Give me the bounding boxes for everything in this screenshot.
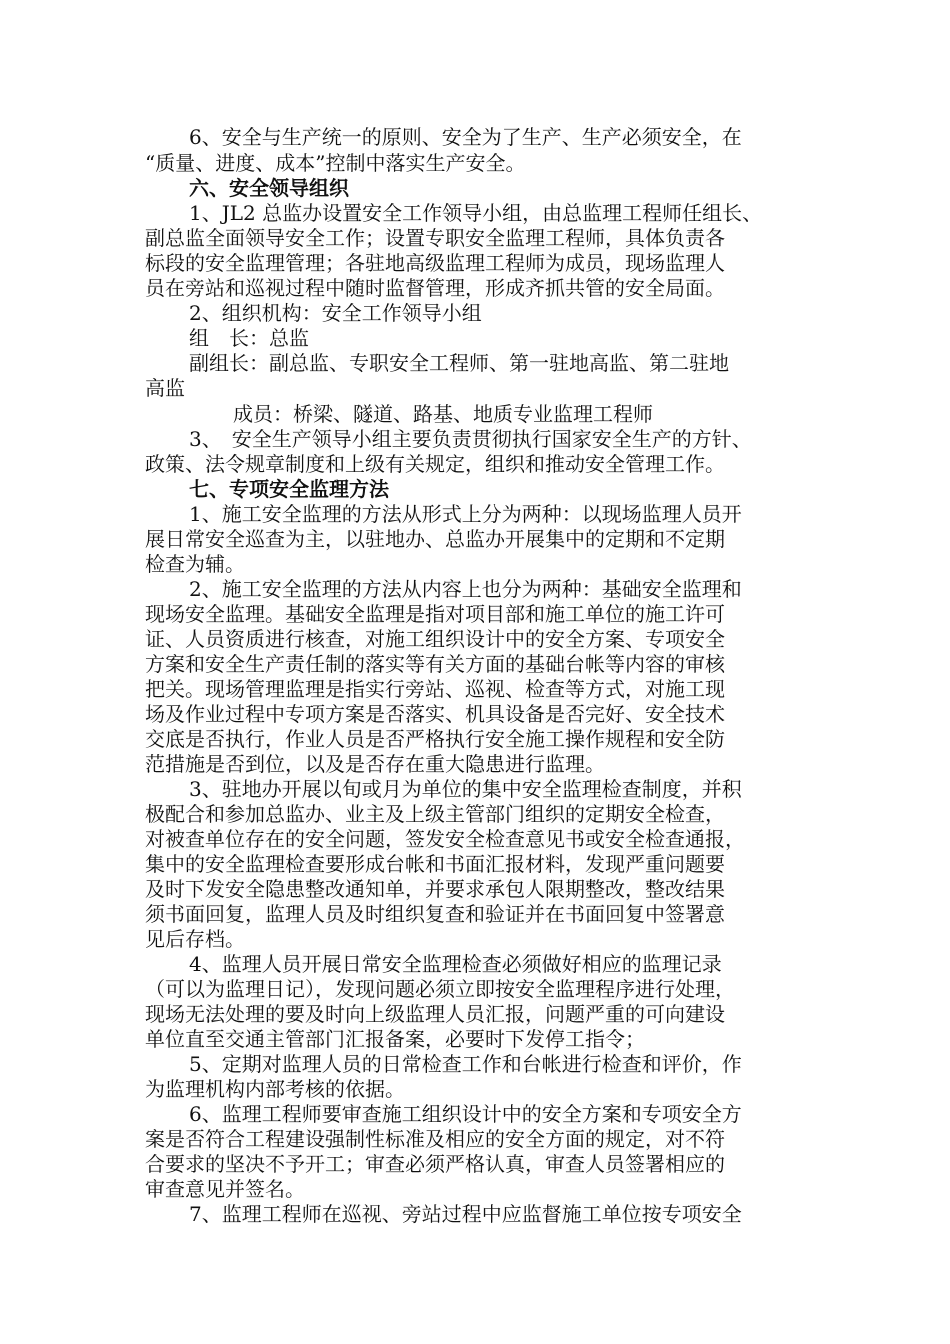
body-line: 范措施是否到位，以及是否存在重大隐患进行监理。 [145, 752, 605, 776]
section-heading: 六、安全领导组织 [189, 176, 349, 200]
body-line: 1、施工安全监理的方法从形式上分为两种：以现场监理人员开 [189, 502, 742, 526]
body-line: 方案和安全生产责任制的落实等有关方面的基础台帐等内容的审核 [145, 652, 725, 676]
body-line: “质量、进度、成本”控制中落实生产安全。 [145, 151, 526, 175]
body-line: 案是否符合工程建设强制性标准及相应的安全方面的规定，对不符 [145, 1127, 725, 1151]
body-line: 须书面回复，监理人员及时组织复查和验证并在书面回复中签署意 [145, 902, 725, 926]
body-line: 政策、法令规章制度和上级有关规定，组织和推动安全管理工作。 [145, 452, 725, 476]
body-line: 对被查单位存在的安全问题，签发安全检查意见书或安全检查通报， [145, 827, 745, 851]
body-line: 1、JL2 总监办设置安全工作领导小组，由总监理工程师任组长、 [189, 201, 763, 225]
body-line: 审查意见并签名。 [145, 1177, 305, 1201]
body-line: 员在旁站和巡视过程中随时监督管理，形成齐抓共管的安全局面。 [145, 276, 725, 300]
body-line: 场及作业过程中专项方案是否落实、机具设备是否完好、安全技术 [145, 702, 725, 726]
body-line: 3、 安全生产领导小组主要负责贯彻执行国家安全生产的方针、 [189, 427, 752, 451]
body-line: 副组长：副总监、专职安全工程师、第一驻地高监、第二驻地 [189, 351, 729, 375]
body-line: 合要求的坚决不予开工；审查必须严格认真，审查人员签署相应的 [145, 1152, 725, 1176]
body-line: 组 长：总监 [189, 326, 309, 350]
body-line: 3、驻地办开展以旬或月为单位的集中安全监理检查制度，并积 [189, 777, 742, 801]
body-line: 7、监理工程师在巡视、旁站过程中应监督施工单位按专项安全 [189, 1202, 742, 1226]
body-line: 6、监理工程师要审查施工组织设计中的安全方案和专项安全方 [189, 1102, 742, 1126]
body-line: 副总监全面领导安全工作；设置专职安全监理工程师，具体负责各 [145, 226, 725, 250]
body-line: 2、施工安全监理的方法从内容上也分为两种：基础安全监理和 [189, 577, 742, 601]
body-line: 成员：桥梁、隧道、路基、地质专业监理工程师 [233, 402, 653, 426]
body-line: 高监 [145, 376, 185, 400]
body-line: 极配合和参加总监办、业主及上级主管部门组织的定期安全检查， [145, 802, 725, 826]
body-line: 见后存档。 [145, 927, 245, 951]
body-line: 5、定期对监理人员的日常检查工作和台帐进行检查和评价，作 [189, 1052, 742, 1076]
body-line: 2、组织机构：安全工作领导小组 [189, 301, 482, 325]
body-line: 检查为辅。 [145, 552, 245, 576]
body-line: 展日常安全巡查为主，以驻地办、总监办开展集中的定期和不定期 [145, 527, 725, 551]
body-line: 证、人员资质进行核查，对施工组织设计中的安全方案、专项安全 [145, 627, 725, 651]
body-line: 4、监理人员开展日常安全监理检查必须做好相应的监理记录 [189, 952, 722, 976]
body-line: 为监理机构内部考核的依据。 [145, 1077, 405, 1101]
body-line: （可以为监理日记），发现问题必须立即按安全监理程序进行处理， [145, 977, 735, 1001]
body-line: 交底是否执行，作业人员是否严格执行安全施工操作规程和安全防 [145, 727, 725, 751]
body-line: 集中的安全监理检查要形成台帐和书面汇报材料，发现严重问题要 [145, 852, 725, 876]
section-heading: 七、专项安全监理方法 [189, 477, 389, 501]
body-line: 把关。现场管理监理是指实行旁站、巡视、检查等方式，对施工现 [145, 677, 725, 701]
body-line: 现场无法处理的要及时向上级监理人员汇报，问题严重的可向建设 [145, 1002, 725, 1026]
body-line: 标段的安全监理管理；各驻地高级监理工程师为成员，现场监理人 [145, 251, 725, 275]
body-line: 及时下发安全隐患整改通知单，并要求承包人限期整改，整改结果 [145, 877, 725, 901]
body-line: 现场安全监理。基础安全监理是指对项目部和施工单位的施工许可 [145, 602, 725, 626]
body-line: 单位直至交通主管部门汇报备案，必要时下发停工指令； [145, 1027, 645, 1051]
body-line: 6、安全与生产统一的原则、安全为了生产、生产必须安全，在 [189, 125, 742, 149]
